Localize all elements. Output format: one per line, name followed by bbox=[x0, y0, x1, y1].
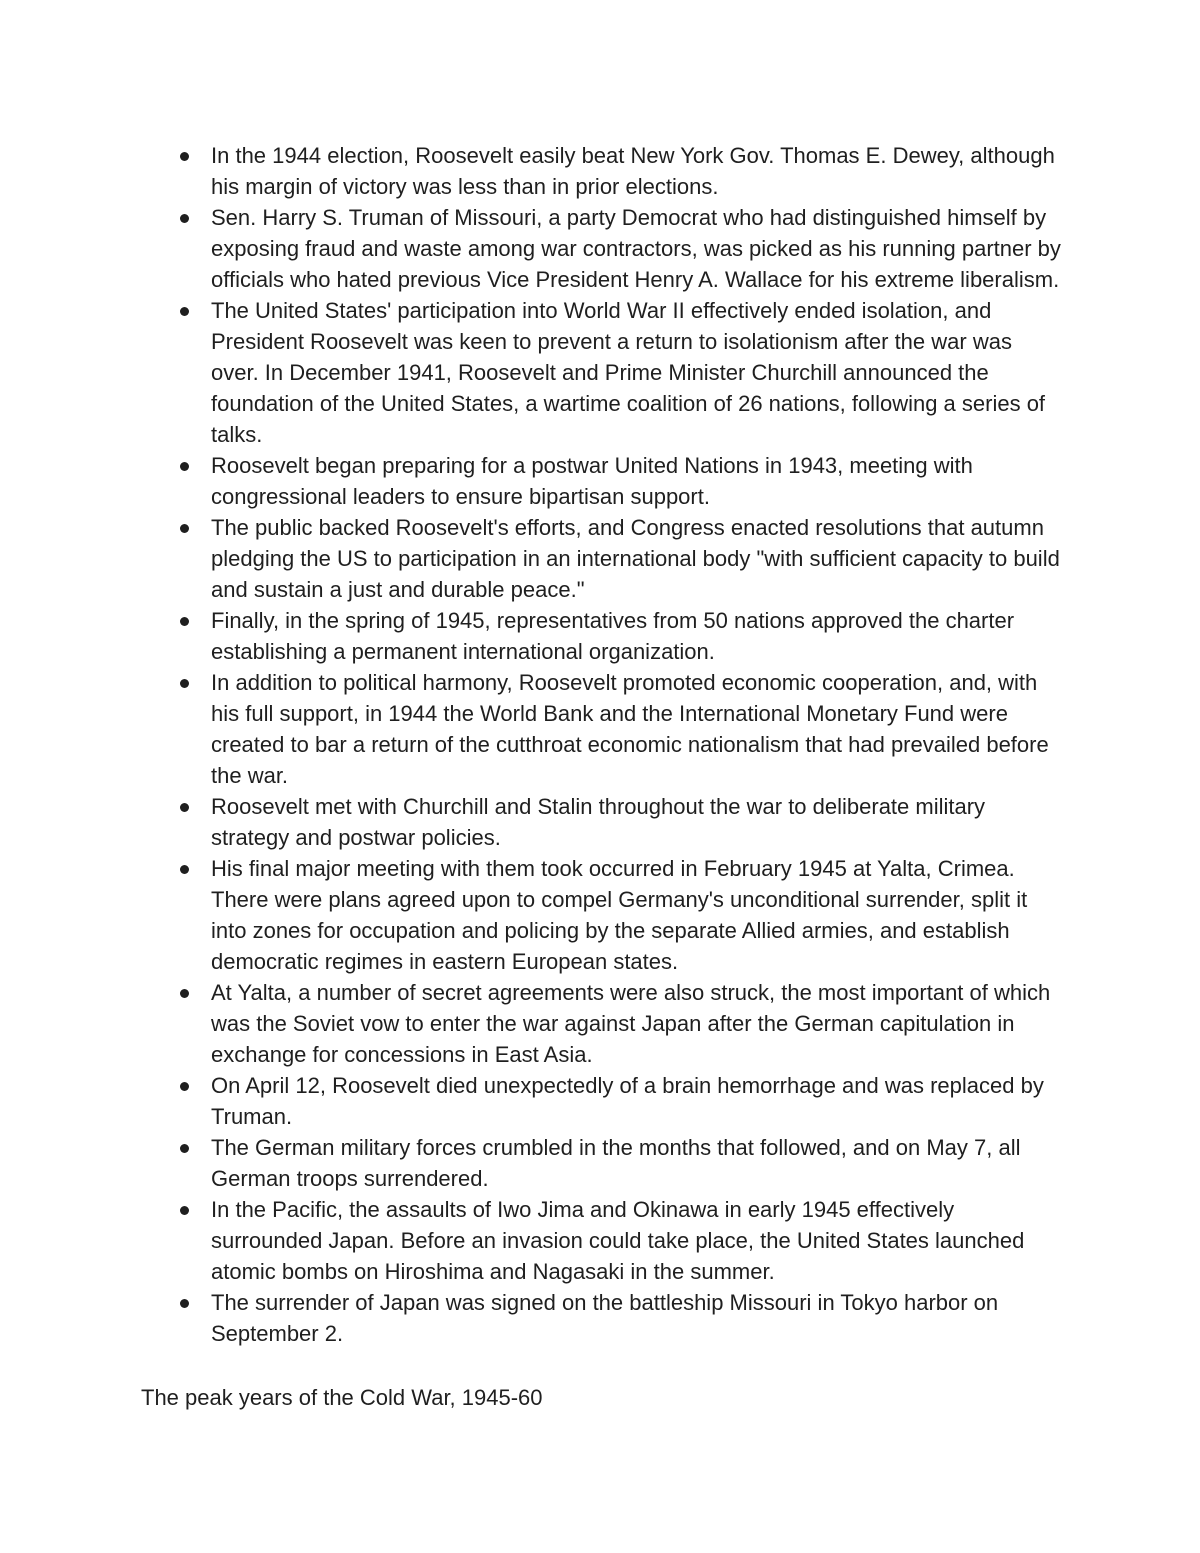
bullet-dot-icon bbox=[180, 152, 189, 161]
bullet-dot-icon bbox=[180, 462, 189, 471]
bullet-text: Finally, in the spring of 1945, representatives from 50 nations approved the charter establishing a permanent international organization. bbox=[211, 608, 1015, 664]
bullet-text: The surrender of Japan was signed on the battleship Missouri in Tokyo harbor on September 2. bbox=[211, 1290, 999, 1346]
bullet-list bbox=[211, 140, 1061, 1349]
bullet-item bbox=[211, 512, 1061, 605]
bullet-text: Roosevelt began preparing for a postwar United Nations in 1943, meeting with congressional leaders to ensure bipartisan support. bbox=[211, 453, 973, 509]
bullet-dot-icon bbox=[180, 989, 189, 998]
bullet-dot-icon bbox=[180, 1206, 189, 1215]
bullet-item bbox=[211, 140, 1061, 202]
bullet-dot-icon bbox=[180, 1082, 189, 1091]
bullet-item bbox=[211, 1070, 1061, 1132]
bullet-text: In the Pacific, the assaults of Iwo Jima and Okinawa in early 1945 effectively surrounded Japan. Before an invasion could take place, the United States launched atomic bombs on Hiroshima and Nagasaki in the summer. bbox=[211, 1197, 1025, 1284]
bullet-item bbox=[211, 1132, 1061, 1194]
bullet-item bbox=[211, 853, 1061, 977]
bullet-dot-icon bbox=[180, 679, 189, 688]
bullet-dot-icon bbox=[180, 617, 189, 626]
bullet-item bbox=[211, 791, 1061, 853]
bullet-text: Sen. Harry S. Truman of Missouri, a party Democrat who had distinguished himself by exposing fraud and waste among war contractors, was picked as his running partner by officials who hated previous Vice President Henry A. Wallace for his extreme liberalism. bbox=[211, 205, 1061, 292]
bullet-item bbox=[211, 977, 1061, 1070]
bullet-item bbox=[211, 202, 1061, 295]
bullet-text: The United States' participation into World War II effectively ended isolation, and President Roosevelt was keen to prevent a return to isolationism after the war was over. In December 1941, Roosevelt and Prime Minister Churchill announced the foundation of the United States, a wartime coalition of 26 nations, following a series of talks. bbox=[211, 298, 1046, 447]
bullet-item bbox=[211, 605, 1061, 667]
bullet-text: On April 12, Roosevelt died unexpectedly of a brain hemorrhage and was replaced by Truman. bbox=[211, 1073, 1044, 1129]
bullet-item bbox=[211, 295, 1061, 450]
bullet-text: In the 1944 election, Roosevelt easily beat New York Gov. Thomas E. Dewey, although his margin of victory was less than in prior elections. bbox=[211, 143, 1055, 199]
bullet-item bbox=[211, 1194, 1061, 1287]
bullet-text: His final major meeting with them took occurred in February 1945 at Yalta, Crimea. There were plans agreed upon to compel Germany's unconditional surrender, split it into zones for occupation and policing by the separate Allied armies, and establish democratic regimes in eastern European states. bbox=[211, 856, 1028, 974]
bullet-dot-icon bbox=[180, 524, 189, 533]
bullet-text: The public backed Roosevelt's efforts, and Congress enacted resolutions that autumn pledging the US to participation in an international body "with sufficient capacity to build and sustain a just and durable peace." bbox=[211, 515, 1060, 602]
bullet-dot-icon bbox=[180, 1144, 189, 1153]
bullet-text: Roosevelt met with Churchill and Stalin throughout the war to deliberate military strategy and postwar policies. bbox=[211, 794, 986, 850]
bullet-item bbox=[211, 667, 1061, 791]
bullet-item bbox=[211, 450, 1061, 512]
bullet-text: In addition to political harmony, Roosevelt promoted economic cooperation, and, with his full support, in 1944 the World Bank and the International Monetary Fund were created to bar a return of the cutthroat economic nationalism that had prevailed before the war. bbox=[211, 670, 1049, 788]
bullet-text: At Yalta, a number of secret agreements were also struck, the most important of which was the Soviet vow to enter the war against Japan after the German capitulation in exchange for concessions in East Asia. bbox=[211, 980, 1051, 1067]
bullet-text: The German military forces crumbled in the months that followed, and on May 7, all German troops surrendered. bbox=[211, 1135, 1021, 1191]
bullet-item bbox=[211, 1287, 1061, 1349]
bullet-dot-icon bbox=[180, 214, 189, 223]
bullet-dot-icon bbox=[180, 307, 189, 316]
section-heading: The peak years of the Cold War, 1945-60 bbox=[141, 1385, 543, 1410]
bullet-dot-icon bbox=[180, 803, 189, 812]
bullet-dot-icon bbox=[180, 1299, 189, 1308]
bullet-dot-icon bbox=[180, 865, 189, 874]
